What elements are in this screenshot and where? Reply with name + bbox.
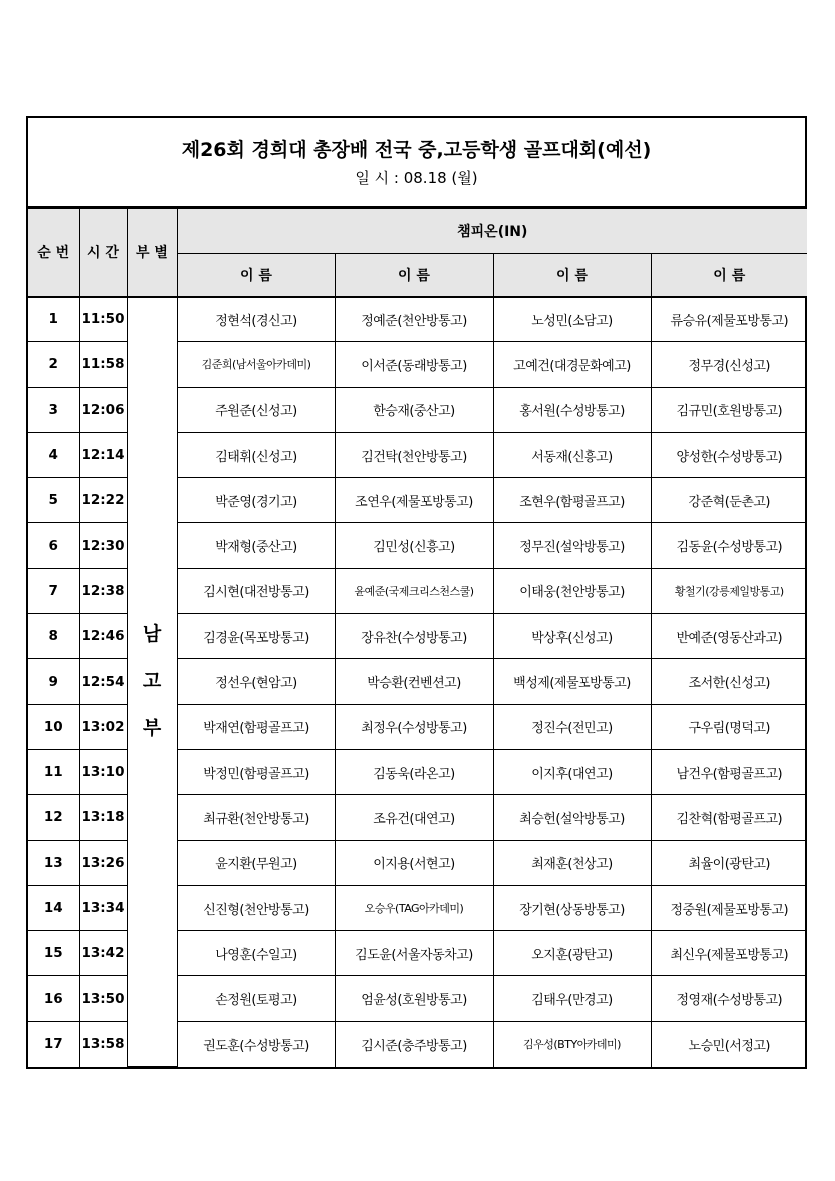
- player-name: 조연우(제물포방통고): [335, 478, 493, 523]
- player-name: 손정원(토평고): [177, 976, 335, 1021]
- document-title: 제26회 경희대 총장배 전국 중,고등학생 골프대회(예선): [181, 139, 652, 161]
- player-name: 김동윤(수성방통고): [651, 523, 807, 568]
- division-char: 부: [142, 717, 162, 740]
- player-name: 엄윤성(호원방통고): [335, 976, 493, 1021]
- row-tee-time: 11:58: [79, 342, 127, 387]
- row-order-number: 14: [28, 885, 79, 930]
- player-name: 최재훈(천상고): [493, 840, 651, 885]
- row-order-number: 15: [28, 931, 79, 976]
- player-name: 주원준(신성고): [177, 387, 335, 432]
- row-tee-time: 11:50: [79, 297, 127, 342]
- header-name-3: 이 름: [493, 254, 651, 297]
- player-name: 김찬혁(함평골프고): [651, 795, 807, 840]
- player-name: 박상후(신성고): [493, 614, 651, 659]
- player-name: 노성민(소담고): [493, 297, 651, 342]
- player-name: 권도훈(수성방통고): [177, 1021, 335, 1066]
- row-tee-time: 13:02: [79, 704, 127, 749]
- player-name: 박승환(컨벤션고): [335, 659, 493, 704]
- player-name: 남건우(함평골프고): [651, 749, 807, 794]
- player-name: 오지훈(광탄고): [493, 931, 651, 976]
- player-name: 신진형(천안방통고): [177, 885, 335, 930]
- player-name: 정무진(설악방통고): [493, 523, 651, 568]
- player-name: 류승유(제물포방통고): [651, 297, 807, 342]
- division-char: 남: [142, 623, 162, 646]
- row-tee-time: 13:42: [79, 931, 127, 976]
- row-tee-time: 12:22: [79, 478, 127, 523]
- header-order: 순 번: [28, 209, 79, 297]
- header-name-1: 이 름: [177, 254, 335, 297]
- player-name: 이서준(동래방통고): [335, 342, 493, 387]
- row-order-number: 4: [28, 432, 79, 477]
- row-order-number: 16: [28, 976, 79, 1021]
- player-name: 정예준(천안방통고): [335, 297, 493, 342]
- row-tee-time: 12:54: [79, 659, 127, 704]
- row-order-number: 12: [28, 795, 79, 840]
- player-name: 이지후(대연고): [493, 749, 651, 794]
- row-order-number: 3: [28, 387, 79, 432]
- player-name: 박준영(경기고): [177, 478, 335, 523]
- player-name: 정영재(수성방통고): [651, 976, 807, 1021]
- row-order-number: 5: [28, 478, 79, 523]
- player-name: 윤지환(무원고): [177, 840, 335, 885]
- player-name: 백성제(제물포방통고): [493, 659, 651, 704]
- player-name: 조유건(대연고): [335, 795, 493, 840]
- player-name: 김도윤(서울자동차고): [335, 931, 493, 976]
- row-tee-time: 12:30: [79, 523, 127, 568]
- player-name: 윤예준(국제크리스천스쿨): [335, 568, 493, 613]
- player-name: 고예건(대경문화예고): [493, 342, 651, 387]
- row-order-number: 11: [28, 749, 79, 794]
- row-order-number: 1: [28, 297, 79, 342]
- player-name: 강준혁(둔촌고): [651, 478, 807, 523]
- title-block: [28, 118, 805, 208]
- player-name: 황철기(강릉제일방통고): [651, 568, 807, 613]
- row-order-number: 9: [28, 659, 79, 704]
- player-name: 정현석(경신고): [177, 297, 335, 342]
- row-tee-time: 13:26: [79, 840, 127, 885]
- player-name: 정무경(신성고): [651, 342, 807, 387]
- player-name: 김우성(BTY아카데미): [493, 1021, 651, 1066]
- player-name: 나영훈(수일고): [177, 931, 335, 976]
- division-char: 고: [142, 670, 162, 693]
- player-name: 박재형(중산고): [177, 523, 335, 568]
- player-name: 최규환(천안방통고): [177, 795, 335, 840]
- row-order-number: 8: [28, 614, 79, 659]
- player-name: 조서한(신성고): [651, 659, 807, 704]
- player-name: 김경윤(목포방통고): [177, 614, 335, 659]
- row-order-number: 17: [28, 1021, 79, 1066]
- player-name: 김시준(충주방통고): [335, 1021, 493, 1066]
- player-name: 양성한(수성방통고): [651, 432, 807, 477]
- player-name: 장유찬(수성방통고): [335, 614, 493, 659]
- row-tee-time: 13:18: [79, 795, 127, 840]
- row-order-number: 2: [28, 342, 79, 387]
- player-name: 김태우(만경고): [493, 976, 651, 1021]
- row-order-number: 6: [28, 523, 79, 568]
- table-row: [28, 297, 807, 342]
- player-name: 김준희(남서울아카데미): [177, 342, 335, 387]
- player-name: 김건탁(천안방통고): [335, 432, 493, 477]
- table-body: [28, 297, 807, 1067]
- player-name: 이지용(서현고): [335, 840, 493, 885]
- tee-time-sheet: [26, 116, 807, 1069]
- row-tee-time: 12:14: [79, 432, 127, 477]
- event-date: 일 시 : 08.18 (월): [355, 169, 478, 187]
- row-tee-time: 12:06: [79, 387, 127, 432]
- player-name: 조현우(함평골프고): [493, 478, 651, 523]
- player-name: 정진수(전민고): [493, 704, 651, 749]
- row-tee-time: 13:50: [79, 976, 127, 1021]
- row-tee-time: 13:34: [79, 885, 127, 930]
- tee-time-table: [28, 208, 807, 1067]
- row-tee-time: 12:46: [79, 614, 127, 659]
- player-name: 김시현(대전방통고): [177, 568, 335, 613]
- header-course: 챔피온(IN): [177, 209, 807, 254]
- player-name: 노승민(서정고): [651, 1021, 807, 1066]
- player-name: 반예준(영동산과고): [651, 614, 807, 659]
- player-name: 장기현(상동방통고): [493, 885, 651, 930]
- row-tee-time: 12:38: [79, 568, 127, 613]
- row-tee-time: 13:10: [79, 749, 127, 794]
- player-name: 박재연(함평골프고): [177, 704, 335, 749]
- row-order-number: 13: [28, 840, 79, 885]
- player-name: 박정민(함평골프고): [177, 749, 335, 794]
- header-name-4: 이 름: [651, 254, 807, 297]
- player-name: 서동재(신흥고): [493, 432, 651, 477]
- row-tee-time: 13:58: [79, 1021, 127, 1066]
- player-name: 오승우(TAG아카데미): [335, 885, 493, 930]
- player-name: 최율이(광탄고): [651, 840, 807, 885]
- row-order-number: 7: [28, 568, 79, 613]
- player-name: 최신우(제물포방통고): [651, 931, 807, 976]
- row-order-number: 10: [28, 704, 79, 749]
- header-division: 부 별: [127, 209, 177, 297]
- division-cell: [127, 297, 177, 1067]
- header-time: 시 간: [79, 209, 127, 297]
- player-name: 김동욱(라온고): [335, 749, 493, 794]
- player-name: 김규민(호원방통고): [651, 387, 807, 432]
- player-name: 이태웅(천안방통고): [493, 568, 651, 613]
- player-name: 정중원(제물포방통고): [651, 885, 807, 930]
- player-name: 최승헌(설악방통고): [493, 795, 651, 840]
- header-name-2: 이 름: [335, 254, 493, 297]
- player-name: 김태휘(신성고): [177, 432, 335, 477]
- player-name: 김민성(신흥고): [335, 523, 493, 568]
- player-name: 홍서원(수성방통고): [493, 387, 651, 432]
- player-name: 한승재(중산고): [335, 387, 493, 432]
- player-name: 최정우(수성방통고): [335, 704, 493, 749]
- player-name: 정선우(현암고): [177, 659, 335, 704]
- player-name: 구우림(명덕고): [651, 704, 807, 749]
